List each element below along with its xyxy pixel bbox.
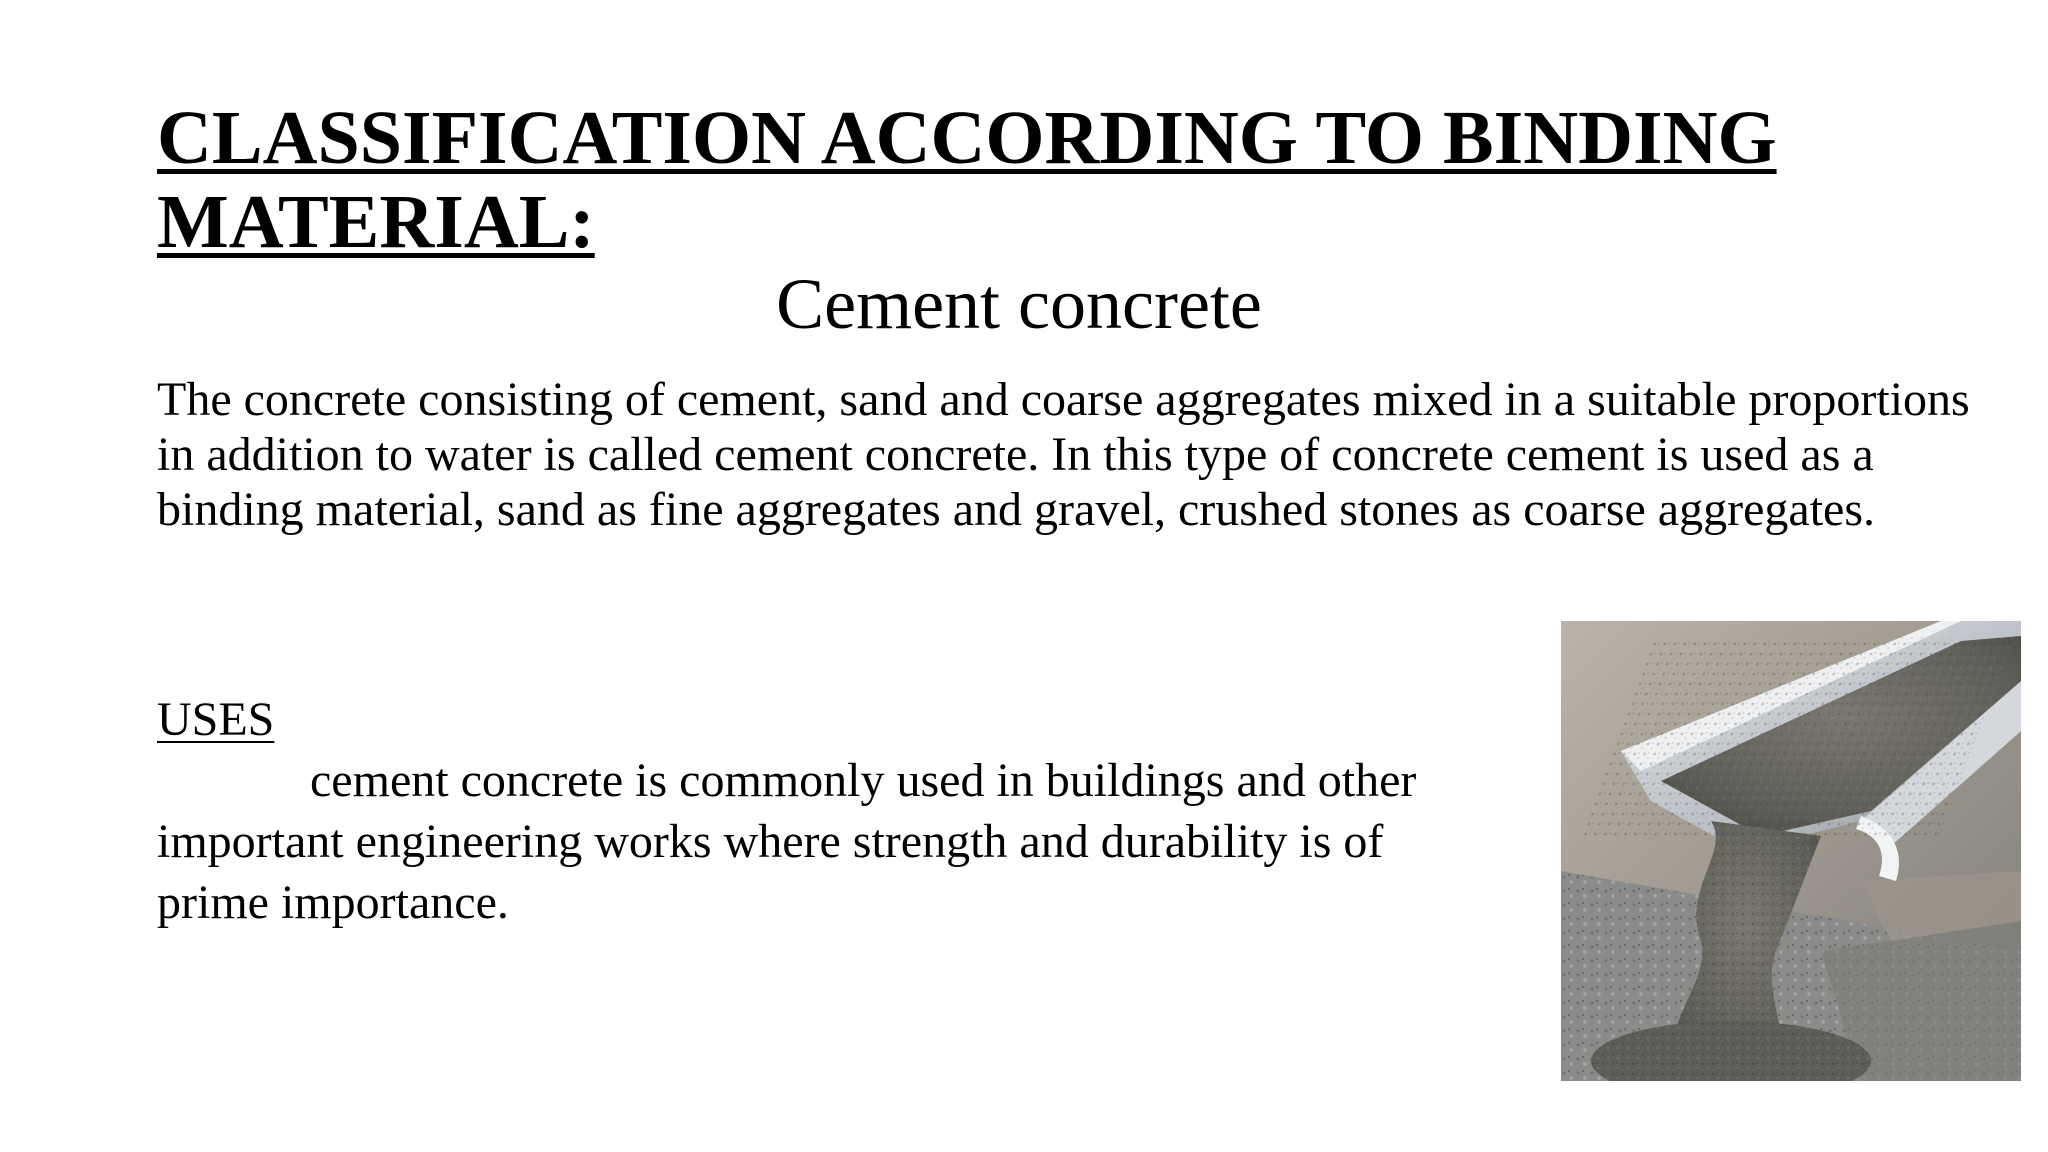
section-subtitle-text: Cement concrete [776,264,1262,344]
uses-paragraph: cement concrete is commonly used in buildings and other important engineering works where strength and durability is of prime importance. [157,754,1417,929]
definition-paragraph: The concrete consisting of cement, sand and coarse aggregates mixed in a suitable proportions in addition to water is called cement concrete. In this type of concrete cement is used as a binding material, sand as fine aggregates and gravel, crushed stones as coarse aggregates. [157,373,1970,536]
section-subtitle [0,262,2048,346]
concrete-pouring-photo [1561,621,2021,1081]
slide-title: CLASSIFICATION ACCORDING TO BINDING MATERIAL: [157,96,1777,264]
uses-heading: USES [157,693,275,746]
